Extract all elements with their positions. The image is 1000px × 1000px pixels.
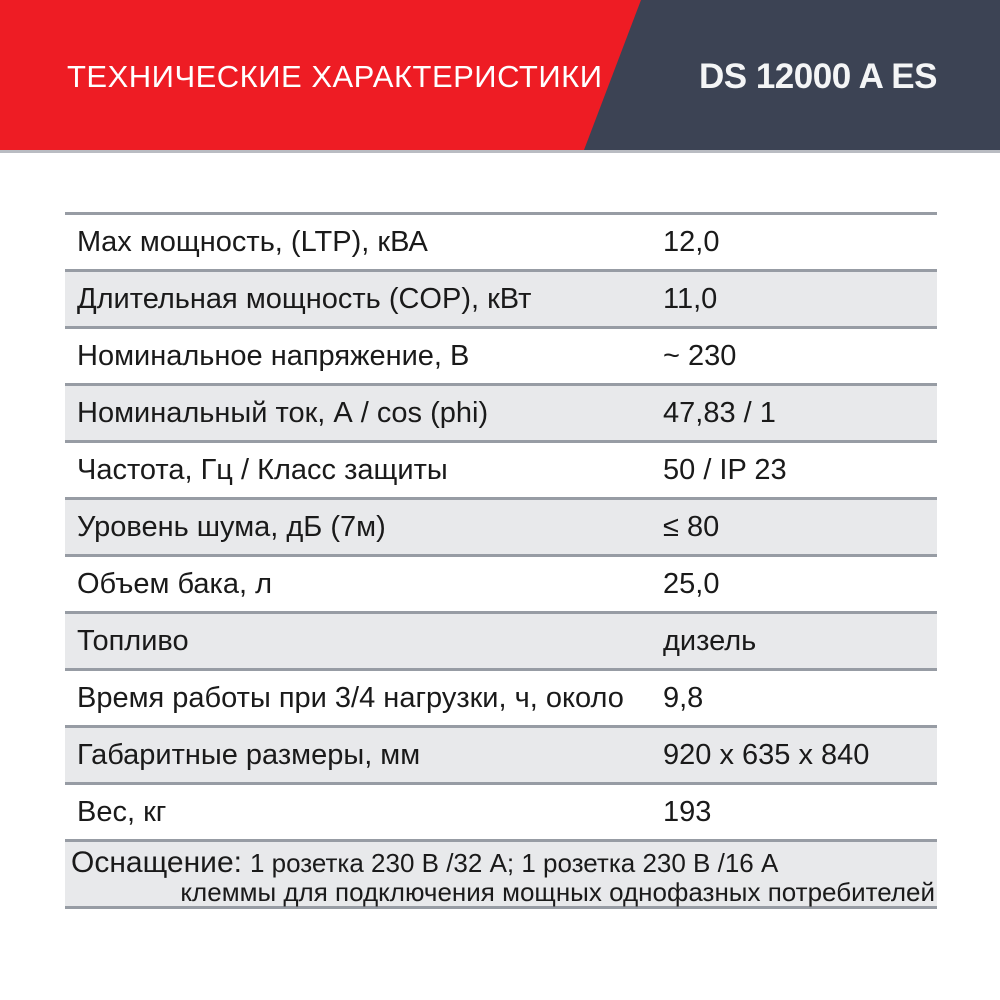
table-row [65, 272, 937, 329]
row-label: Вес, кг [77, 795, 167, 828]
row-value: дизель [663, 624, 757, 657]
row-value: 193 [663, 795, 712, 828]
table-row [65, 614, 937, 671]
row-value: 11,0 [663, 282, 718, 315]
row-value: 50 / IP 23 [663, 453, 787, 486]
page-title: ТЕХНИЧЕСКИЕ ХАРАКТЕРИСТИКИ [67, 58, 603, 94]
table-row [65, 443, 937, 500]
row-label: Габаритные размеры, мм [77, 738, 421, 771]
row-label: Номинальный ток, А / cos (phi) [77, 396, 489, 429]
table-row [65, 329, 937, 386]
equipment-line2: клеммы для подключения мощных однофазных потребителей [180, 877, 935, 907]
spec-table [65, 212, 937, 909]
row-label: Длительная мощность (COP), кВт [77, 282, 532, 315]
table-row [65, 215, 937, 272]
row-value: ~ 230 [663, 339, 737, 372]
row-value: 25,0 [663, 567, 720, 600]
row-label: Частота, Гц / Класс защиты [77, 453, 448, 486]
equipment-line1 [71, 845, 935, 878]
row-label: Номинальное напряжение, В [77, 339, 470, 372]
row-label: Время работы при 3/4 нагрузки, ч, около [77, 681, 624, 714]
equipment-label: Оснащение: [71, 846, 242, 879]
header-banner [0, 0, 1000, 153]
row-label: Объем бака, л [77, 567, 273, 600]
row-value: 920 х 635 х 840 [663, 738, 870, 771]
row-value: 9,8 [663, 681, 704, 714]
table-row [65, 500, 937, 557]
table-row [65, 728, 937, 785]
row-label: Уровень шума, дБ (7м) [77, 510, 386, 543]
row-value: 47,83 / 1 [663, 396, 776, 429]
row-value: 12,0 [663, 225, 720, 258]
table-row [65, 785, 937, 842]
table-row [65, 671, 937, 728]
row-label: Топливо [77, 624, 189, 657]
equipment-row [65, 842, 937, 909]
row-label: Max мощность, (LTP), кВА [77, 225, 428, 258]
table-row [65, 557, 937, 614]
model-name: DS 12000 A ES [699, 56, 937, 96]
row-value: ≤ 80 [663, 510, 720, 543]
table-row [65, 386, 937, 443]
equipment-sockets: 1 розетка 230 В /32 А; 1 розетка 230 В /16 А [249, 848, 779, 878]
